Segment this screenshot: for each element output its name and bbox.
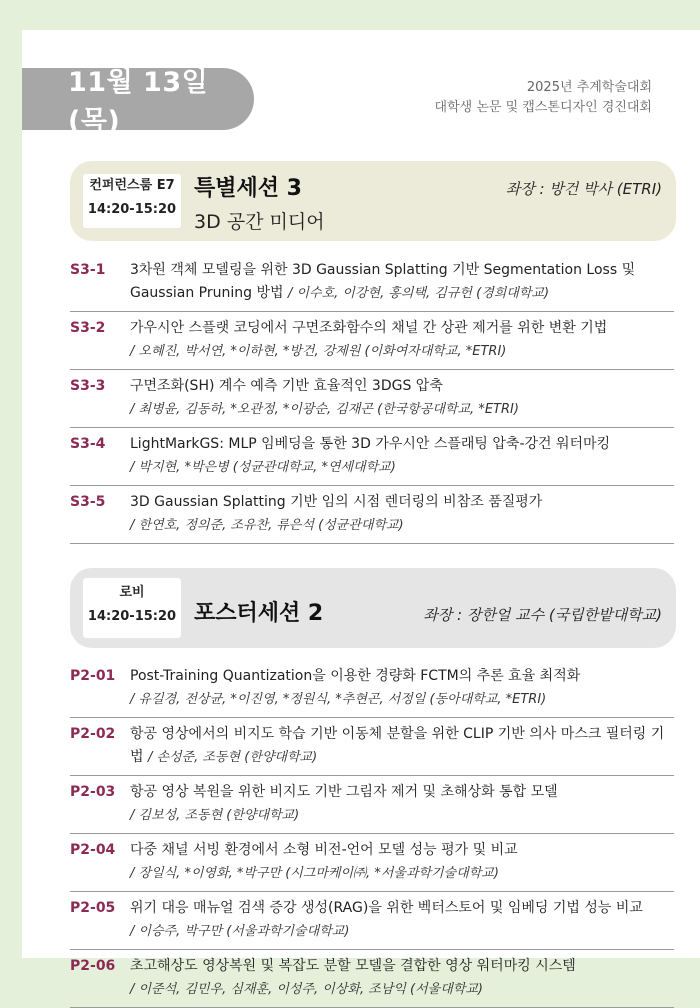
paper-item — [70, 428, 674, 486]
paper-item — [70, 486, 674, 544]
paper-title: Post-Training Quantization을 이용한 경량화 FCTM의 추론 효율 최적화 — [130, 668, 581, 684]
paper-authors: / 이승주, 박구만 (서울과학기술대학교) — [130, 924, 350, 939]
session1-paper-list — [70, 254, 674, 544]
paper-authors: / 손성준, 조동현 (한양대학교) — [147, 750, 318, 765]
session-header-special-3 — [70, 161, 676, 241]
paper-item — [70, 950, 674, 1008]
room-time-box — [83, 578, 181, 638]
room-label: 컨퍼런스룸 E7 — [89, 178, 175, 193]
conference-line1: 2025년 추계학술대회 — [526, 80, 652, 95]
paper-authors: / 한연호, 정의준, 조유찬, 류은석 (성균관대학교) — [130, 518, 404, 533]
paper-code: P2-01 — [70, 668, 116, 684]
session-title: 특별세션 3 — [194, 176, 302, 201]
paper-item — [70, 892, 674, 950]
paper-title: 항공 영상에서의 비지도 학습 기반 이동체 분할을 위한 CLIP 기반 의사 마스크 필터링 기법 — [130, 726, 665, 765]
paper-code: P2-03 — [70, 784, 116, 800]
session2-paper-list — [70, 660, 674, 1008]
paper-code: S3-5 — [70, 494, 106, 510]
room-label: 로비 — [119, 585, 145, 600]
paper-code: P2-04 — [70, 842, 116, 858]
session-chair: 좌장 : 방건 박사 (ETRI) — [505, 180, 662, 198]
paper-code: S3-2 — [70, 320, 106, 336]
paper-title: 3차원 객체 모델링을 위한 3D Gaussian Splatting 기반 Segmentation Loss 및 Gaussian Pruning 방법 — [130, 262, 636, 301]
session-subtitle: 3D 공간 미디어 — [194, 211, 325, 233]
paper-item — [70, 370, 674, 428]
paper-item — [70, 660, 674, 718]
paper-authors: / 박지현, *박은병 (성균관대학교, *연세대학교) — [130, 460, 396, 475]
paper-authors: / 오혜진, 박서연, *이하현, *방건, 강제원 (이화여자대학교, *ETRI) — [130, 344, 507, 359]
paper-title: 가우시안 스플랫 코딩에서 구면조화함수의 채널 간 상관 제거를 위한 변환 기법 — [130, 320, 608, 336]
paper-title: 항공 영상 복원을 위한 비지도 기반 그림자 제거 및 초해상화 통합 모델 — [130, 784, 558, 800]
paper-code: S3-4 — [70, 436, 106, 452]
paper-item — [70, 254, 674, 312]
conference-info — [435, 78, 652, 118]
paper-authors: / 유길경, 전상균, *이진영, *정원식, *추현곤, 서정일 (동아대학교, *ETRI) — [130, 692, 547, 707]
paper-code: S3-1 — [70, 262, 106, 278]
session-header-poster-2 — [70, 568, 676, 648]
paper-code: S3-3 — [70, 378, 106, 394]
session-chair: 좌장 : 장한얼 교수 (국립한밭대학교) — [423, 606, 662, 624]
paper-title: 초고해상도 영상복원 및 복잡도 분할 모델을 결합한 영상 워터마킹 시스템 — [130, 958, 576, 974]
room-time-box — [83, 174, 181, 228]
paper-title: 다중 채널 서빙 환경에서 소형 비전-언어 모델 성능 평가 및 비교 — [130, 842, 518, 858]
paper-item — [70, 834, 674, 892]
session-title: 포스터세션 2 — [194, 601, 324, 626]
paper-title: 구면조화(SH) 계수 예측 기반 효율적인 3DGS 압축 — [130, 378, 443, 394]
paper-authors: / 장일식, *이영화, *박구만 (시그마케이㈜, *서울과학기술대학교) — [130, 866, 499, 881]
paper-title: 위기 대응 매뉴얼 검색 증강 생성(RAG)을 위한 벡터스토어 및 임베딩 기법 성능 비교 — [130, 900, 643, 916]
paper-authors: / 김보성, 조동현 (한양대학교) — [130, 808, 300, 823]
conference-line2: 대학생 논문 및 캡스톤디자인 경진대회 — [434, 100, 652, 115]
paper-item — [70, 718, 674, 776]
paper-title: LightMarkGS: MLP 임베딩을 통한 3D 가우시안 스플래팅 압축-강건 워터마킹 — [130, 436, 611, 452]
paper-item — [70, 312, 674, 370]
paper-authors: / 이수호, 이강현, 홍의택, 김규헌 (경희대학교) — [287, 286, 550, 301]
date-tab: 11월 13일(목) — [22, 68, 254, 130]
time-label: 14:20-15:20 — [87, 609, 177, 624]
paper-item — [70, 776, 674, 834]
paper-code: P2-06 — [70, 958, 116, 974]
time-label: 14:20-15:20 — [87, 202, 177, 217]
paper-authors: / 최병윤, 김동하, *오관정, *이광순, 김재곤 (한국항공대학교, *ETRI) — [130, 402, 519, 417]
paper-title: 3D Gaussian Splatting 기반 임의 시점 렌더링의 비참조 품질평가 — [130, 494, 543, 510]
program-page — [22, 30, 700, 997]
paper-code: P2-02 — [70, 726, 116, 742]
paper-authors: / 이준석, 김민우, 심재훈, 이성주, 이상화, 조남익 (서울대학교) — [130, 982, 483, 997]
paper-code: P2-05 — [70, 900, 116, 916]
